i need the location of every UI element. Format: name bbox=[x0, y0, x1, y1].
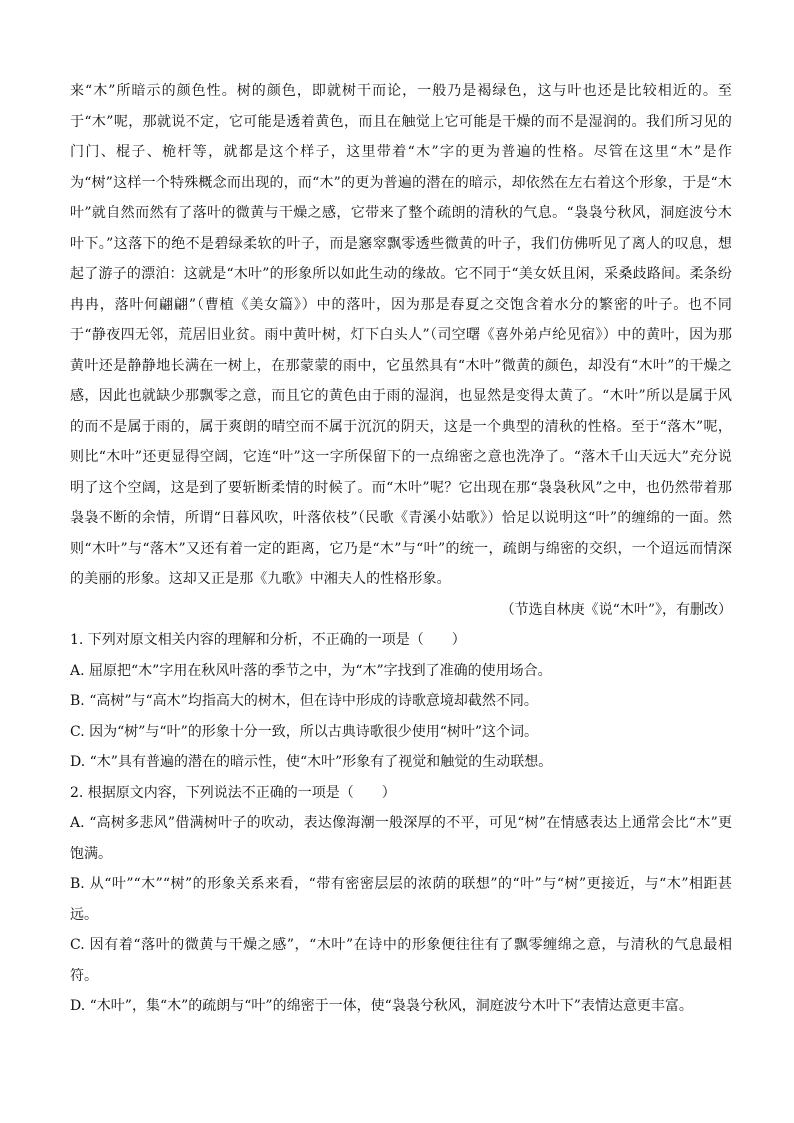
question-1 bbox=[70, 625, 732, 778]
passage-text: 来“木”所暗示的颜色性。树的颜色，即就树干而论，一般乃是褐绿色，这与叶也还是比较相近的。至于“木”呢，那就说不定，它可能是透着黄色，而且在触觉上它可能是干燥的而不是湿润的。我们所习见的门门、棍子、桅杆等，就都是这个样子，这里带着“木”字的更为普遍的性格。尽管在这里“木”是作为“树”这样一个特殊概念而出现的，而“木”的更为普遍的潜在的暗示，却依然在左右着这个形象，于是“木叶”就自然而然有了落叶的微黄与干燥之感，它带来了整个疏朗的清秋的气息。“袅袅兮秋风，洞庭波兮木叶下。”这落下的绝不是碧绿柔软的叶子，而是窸窣飘零透些微黄的叶子，我们仿佛听见了离人的叹息，想起了游子的漂泊：这就是“木叶”的形象所以如此生动的缘故。它不同于“美女妖且闲，采桑歧路间。柔条纷冉冉，落叶何翩翩”（曹植《美女篇》）中的落叶，因为那是春夏之交饱含着水分的繁密的叶子。也不同于“静夜四无邻，荒居旧业贫。雨中黄叶树，灯下白头人”（司空曙《喜外弟卢纶见宿》）中的黄叶，因为那黄叶还是静静地长满在一树上，在那蒙蒙的雨中，它虽然具有“木叶”微黄的颜色，却没有“木叶”的干燥之感，因此也就缺少那飘零之意，而且它的黄色由于雨的湿润，也显然是变得太黄了。“木叶”所以是属于风的而不是属于雨的，属于爽朗的晴空而不属于沉沉的阴天，这是一个典型的清秋的性格。至于“落木”呢，则比“木叶”还更显得空阔，它连“叶”这一字所保留下的一点绵密之意也洗净了。“落木千山天远大”充分说明了这个空阔，这是到了要斩断柔情的时候了。而“木叶”呢？它出现在那“袅袅秋风”之中，也仍然带着那袅袅不断的余情，所谓“日暮风吹，叶落依枝”（民歌《青溪小姑歌》）恰足以说明这“叶”的缠绵的一面。然则“木叶”与“落木”又还有着一定的距离，它乃是“木”与“叶”的统一，疏朗与绵密的交织，一个迢远而情深的美丽的形象。这却又正是那《九歌》中湘夫人的性格形象。 bbox=[70, 83, 732, 587]
option-d: D. “木叶”，集“木”的疏朗与“叶”的绵密于一体，使“袅袅兮秋风，洞庭波兮木叶下”表情达意更丰富。 bbox=[70, 998, 693, 1014]
option-d: D. “木”具有普遍的潜在的暗示性，使“木叶”形象有了视觉和触觉的生动联想。 bbox=[70, 754, 553, 770]
passage-source: （节选自林庚《说“木叶”》，有删改） bbox=[500, 601, 732, 618]
option-c: C. 因有着“落叶的微黄与干燥之感”，“木叶”在诗中的形象便往往有了飘零缠绵之意，与清秋的气息最相符。 bbox=[70, 937, 732, 984]
option-a: A. 屈原把“木”字用在秋风叶落的季节之中，为“木”字找到了准确的使用场合。 bbox=[70, 662, 552, 679]
question-stem: 2. 根据原文内容，下列说法不正确的一项是（ ） bbox=[70, 784, 396, 801]
option-b: B. “高树”与“高木”均指高大的树木，但在诗中形成的诗歌意境却截然不同。 bbox=[70, 693, 538, 709]
option-c: C. 因为“树”与“叶”的形象十分一致，所以古典诗歌很少使用“树叶”这个词。 bbox=[70, 723, 539, 740]
option-b: B. 从“叶”“木”“树”的形象关系来看，“带有密密层层的浓荫的联想”的“叶”与“树”更接近，与“木”相距甚远。 bbox=[70, 876, 732, 923]
question-2 bbox=[70, 778, 732, 1022]
option-a: A. “高树多悲风”借满树叶子的吹动，表达像海潮一般深厚的不平，可见“树”在情感表达上通常会比“木”更饱满。 bbox=[70, 815, 732, 862]
question-stem: 1. 下列对原文相关内容的理解和分析，不正确的一项是（ ） bbox=[70, 632, 466, 648]
